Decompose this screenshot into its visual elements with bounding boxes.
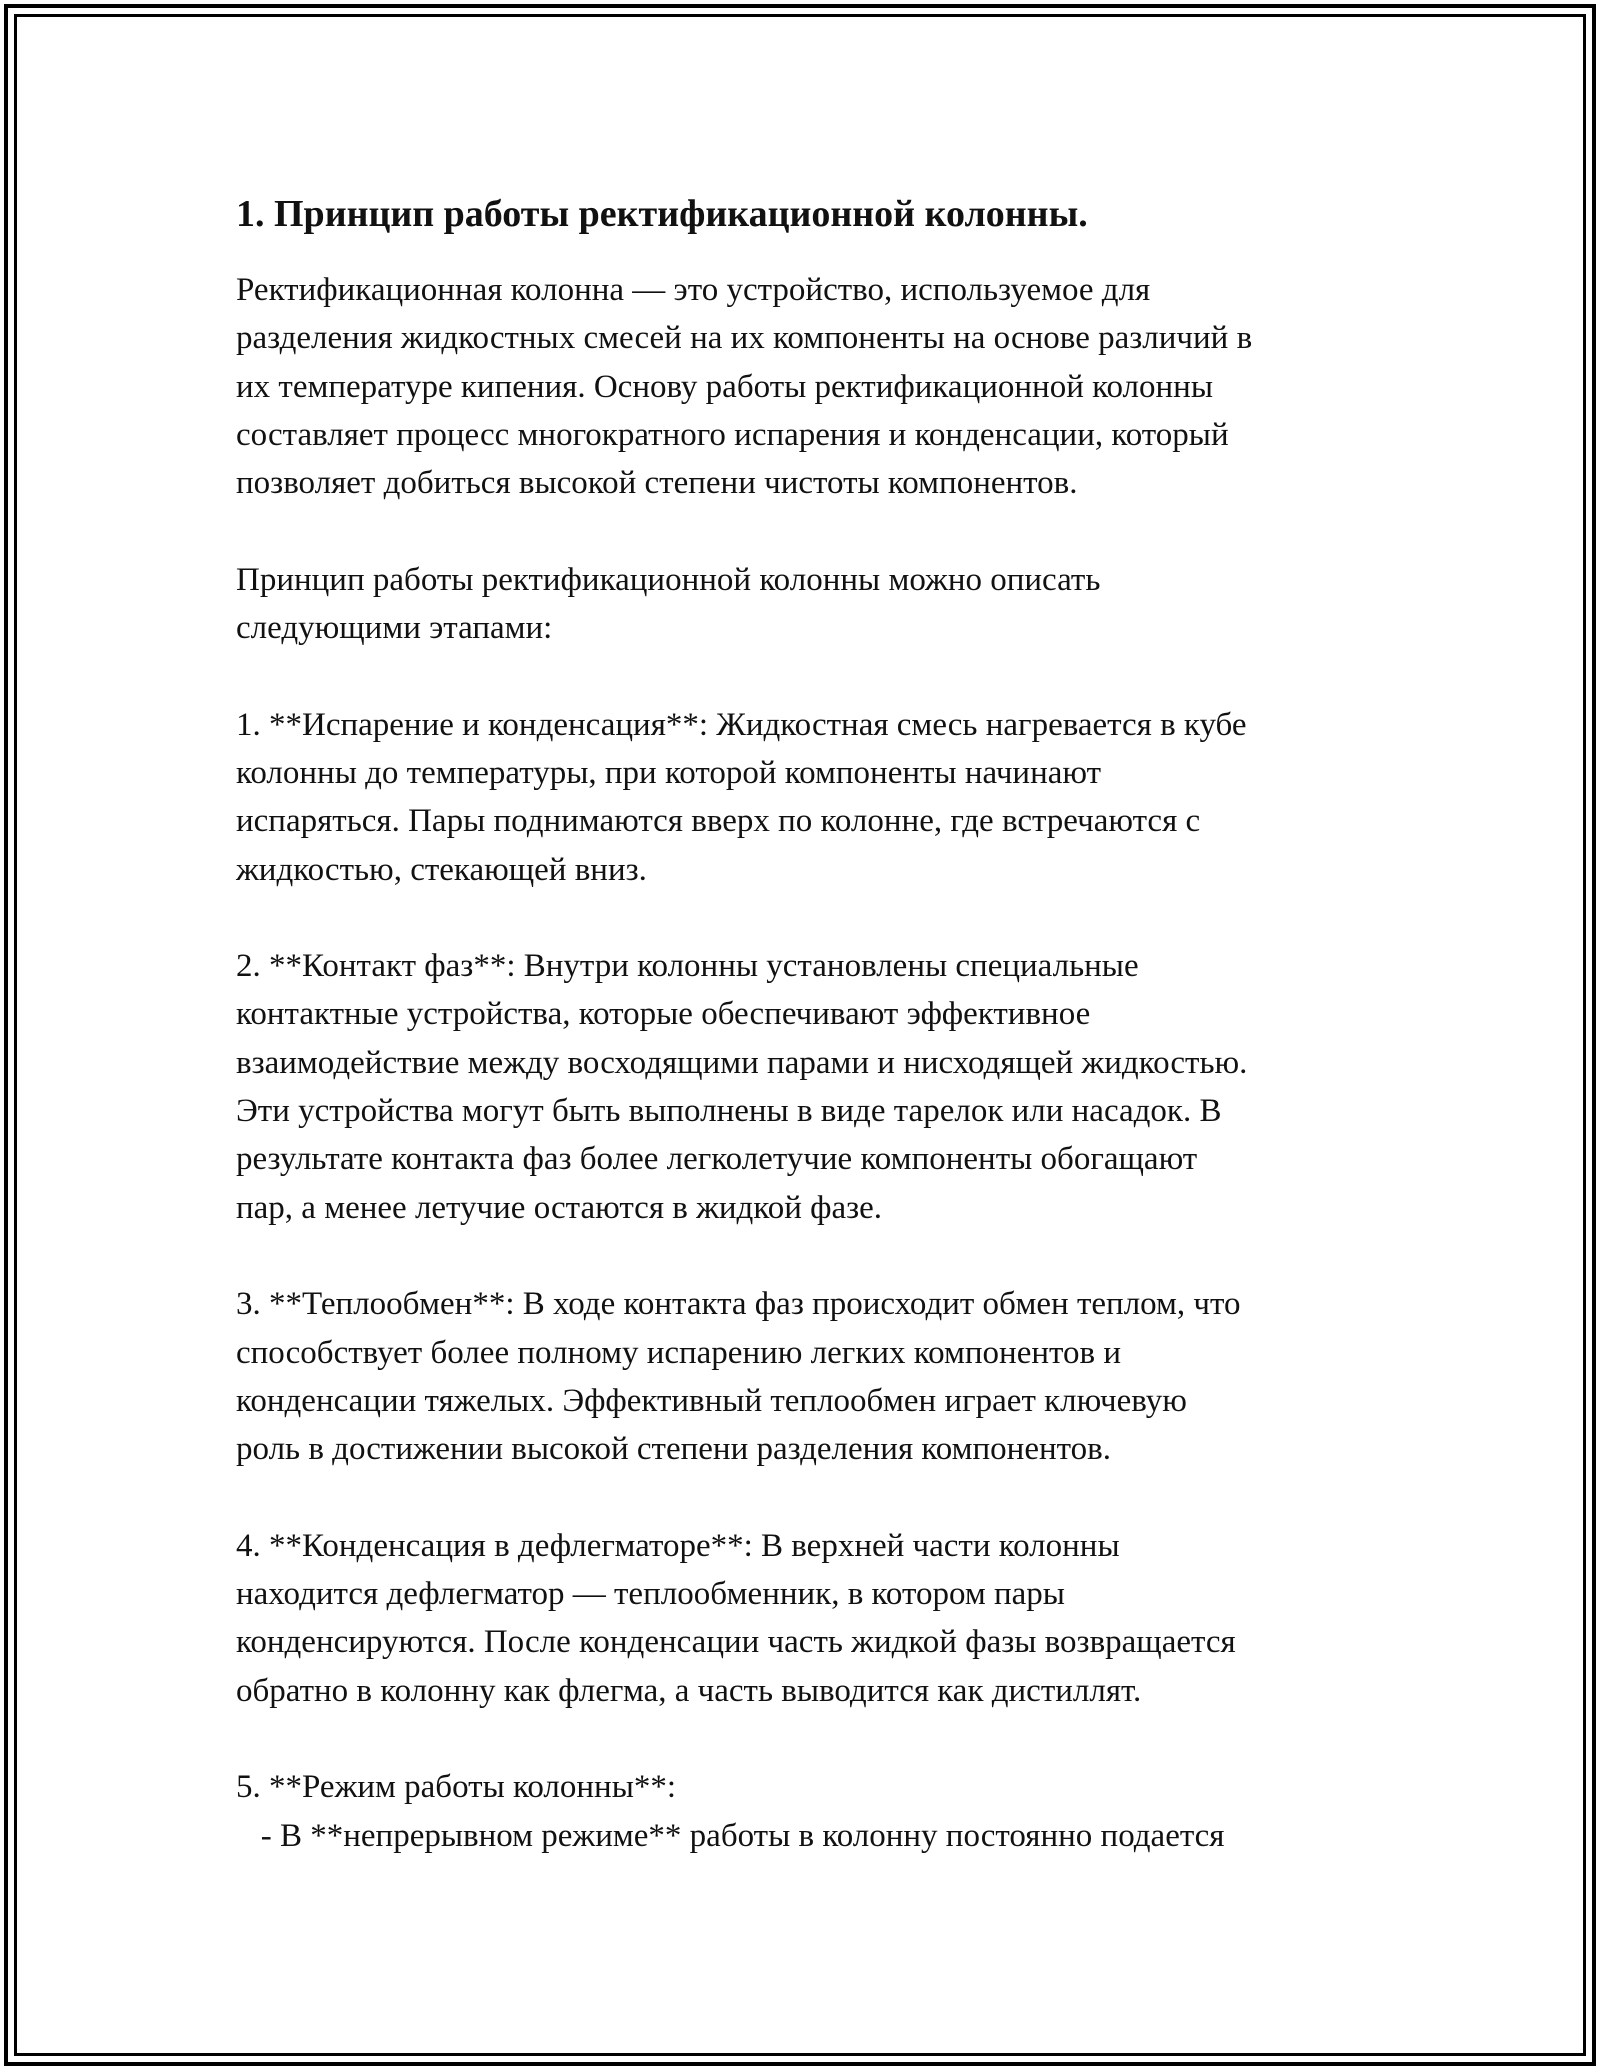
text-line: - В **непрерывном режиме** работы в колонну постоянно подается: [236, 1817, 1225, 1854]
text-line: их температуре кипения. Основу работы ректификационной колонны: [236, 368, 1214, 405]
text-line: способствует более полному испарению легких компонентов и: [236, 1334, 1121, 1371]
text-line: 1. **Испарение и конденсация**: Жидкостная смесь нагревается в кубе: [236, 706, 1247, 743]
paragraph-stages-intro: [236, 556, 1388, 653]
text-line: 5. **Режим работы колонны**:: [236, 1769, 677, 1806]
text-line: контактные устройства, которые обеспечивают эффективное: [236, 996, 1091, 1033]
text-line: Ректификационная колонна — это устройство, используемое для: [236, 272, 1151, 308]
paragraph-stage-2: [236, 942, 1388, 1232]
text-line: обратно в колонну как флегма, а часть выводится как дистиллят.: [236, 1672, 1142, 1709]
text-line: 3. **Теплообмен**: В ходе контакта фаз происходит обмен теплом, что: [236, 1286, 1241, 1323]
text-line: следующими этапами:: [236, 610, 553, 647]
text-line: конденсации тяжелых. Эффективный теплообмен играет ключевую: [236, 1382, 1187, 1419]
text-line: пар, а менее летучие остаются в жидкой фазе.: [236, 1189, 883, 1226]
text-line: испаряться. Пары поднимаются вверх по колонне, где встречаются с: [236, 803, 1201, 840]
paragraph-stage-5: [236, 1763, 1388, 1860]
text-line: конденсируются. После конденсации часть жидкой фазы возвращается: [236, 1624, 1236, 1661]
text-line: колонны до температуры, при которой компоненты начинают: [236, 754, 1102, 791]
text-line: 2. **Контакт фаз**: Внутри колонны установлены специальные: [236, 948, 1139, 985]
text-line: позволяет добиться высокой степени чистоты компонентов.: [236, 465, 1078, 502]
text-line: находится дефлегматор — теплообменник, в котором пары: [236, 1576, 1065, 1613]
paragraph-stage-3: [236, 1280, 1388, 1473]
text-line: взаимодействие между восходящими парами и нисходящей жидкостью.: [236, 1044, 1248, 1081]
document-heading: 1. Принцип работы ректификационной колонны.: [236, 193, 1088, 235]
text-line: жидкостью, стекающей вниз.: [236, 851, 647, 888]
text-line: Принцип работы ректификационной колонны можно описать: [236, 561, 1101, 598]
text-line: роль в достижении высокой степени разделения компонентов.: [236, 1431, 1111, 1468]
text-line: разделения жидкостных смесей на их компоненты на основе различий в: [236, 320, 1253, 357]
paragraph-stage-4: [236, 1522, 1388, 1715]
text-line: Эти устройства могут быть выполнены в виде тарелок или насадок. В: [236, 1093, 1222, 1130]
paragraph-stage-1: [236, 701, 1388, 894]
text-line: результате контакта фаз более легколетучие компоненты обогащают: [236, 1141, 1198, 1178]
text-line: составляет процесс многократного испарения и конденсации, который: [236, 416, 1229, 453]
text-line: 4. **Конденсация в дефлегматоре**: В верхней части колонны: [236, 1527, 1120, 1564]
paragraph-intro: [236, 266, 1388, 507]
document-body: [236, 190, 1388, 1860]
